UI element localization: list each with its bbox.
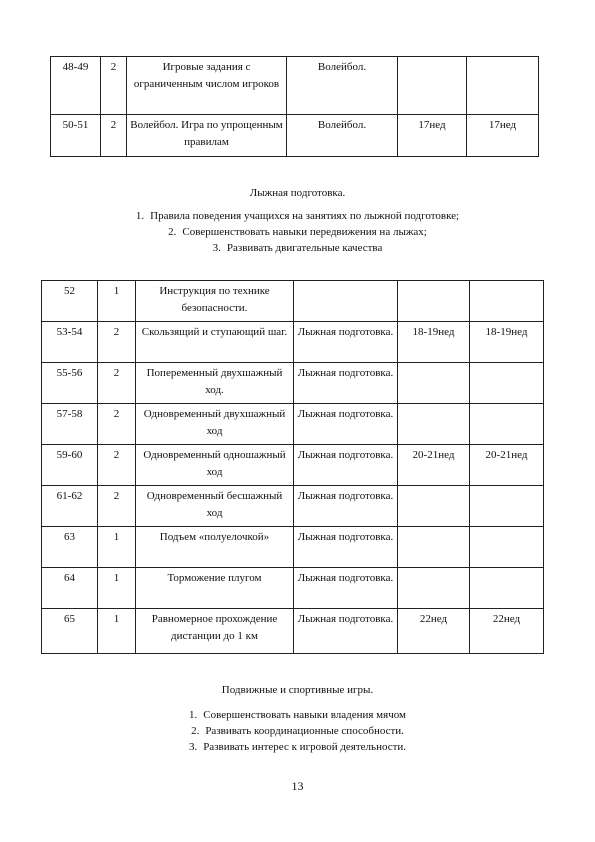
topic-cell: Волейбол. Игра по упрощенным правилам xyxy=(127,115,287,157)
fact-date-cell: 22нед xyxy=(470,609,544,654)
topic-cell: Игровые задания с ограниченным числом игроков xyxy=(127,57,287,115)
lesson-number-cell: 65 xyxy=(42,609,98,654)
plan-date-cell: 20-21нед xyxy=(398,445,470,486)
games-goals-list xyxy=(0,707,595,755)
lesson-number-cell: 61-62 xyxy=(42,486,98,527)
list-item: 1. Совершенствовать навыки владения мячом xyxy=(189,709,406,721)
hours-cell: 2 xyxy=(98,445,136,486)
plan-date-cell xyxy=(398,363,470,404)
list-item: 2. Развивать координационные способности. xyxy=(191,725,404,737)
topic-cell: Инструкция по технике безопасности. xyxy=(136,281,294,322)
page-number: 13 xyxy=(291,779,304,793)
lesson-plan-table-volleyball xyxy=(50,56,539,157)
plan-date-cell xyxy=(398,57,467,115)
list-item: 1. Правила поведения учащихся на занятиях по лыжной подготовке; xyxy=(135,210,460,222)
ski-goals-list xyxy=(0,208,595,256)
fact-date-cell xyxy=(470,404,544,445)
lesson-plan-table-ski xyxy=(41,280,544,654)
fact-date-cell xyxy=(467,57,539,115)
section-cell: Лыжная подготовка. xyxy=(294,486,398,527)
table-row xyxy=(51,115,539,157)
plan-date-cell: 22нед xyxy=(398,609,470,654)
plan-date-cell xyxy=(398,404,470,445)
section-cell: Лыжная подготовка. xyxy=(294,404,398,445)
topic-cell: Одновременный одношажный ход xyxy=(136,445,294,486)
lesson-number-cell: 63 xyxy=(42,527,98,568)
hours-cell: 2 xyxy=(98,404,136,445)
list-item: 2. Совершенствовать навыки передвижения на лыжах; xyxy=(168,226,427,238)
section-cell: Лыжная подготовка. xyxy=(294,568,398,609)
table-row xyxy=(42,322,544,363)
fact-date-cell xyxy=(470,568,544,609)
topic-cell: Одновременный бесшажный ход xyxy=(136,486,294,527)
topic-cell: Подъем «полуелочкой» xyxy=(136,527,294,568)
section-cell: Лыжная подготовка. xyxy=(294,322,398,363)
table-row xyxy=(42,363,544,404)
table-row xyxy=(42,404,544,445)
topic-cell: Равномерное прохождение дистанции до 1 км xyxy=(136,609,294,654)
lesson-number-cell: 59-60 xyxy=(42,445,98,486)
hours-cell: 2 xyxy=(98,363,136,404)
section-cell xyxy=(294,281,398,322)
lesson-number-cell: 64 xyxy=(42,568,98,609)
lesson-number-cell: 50-51 xyxy=(51,115,101,157)
section-title-games: Подвижные и спортивные игры. xyxy=(221,684,374,696)
lesson-number-cell: 53-54 xyxy=(42,322,98,363)
fact-date-cell: 18-19нед xyxy=(470,322,544,363)
table-row xyxy=(42,281,544,322)
table-row xyxy=(51,57,539,115)
plan-date-cell: 17нед xyxy=(398,115,467,157)
hours-cell: 1 xyxy=(98,527,136,568)
section-cell: Лыжная подготовка. xyxy=(294,445,398,486)
fact-date-cell xyxy=(470,281,544,322)
fact-date-cell xyxy=(470,363,544,404)
topic-cell: Торможение плугом xyxy=(136,568,294,609)
topic-cell: Одновременный двухшажный ход xyxy=(136,404,294,445)
fact-date-cell xyxy=(470,527,544,568)
table-row xyxy=(42,568,544,609)
table-row xyxy=(42,445,544,486)
section-cell: Волейбол. xyxy=(287,115,398,157)
topic-cell: Попеременный двухшажный ход. xyxy=(136,363,294,404)
fact-date-cell: 20-21нед xyxy=(470,445,544,486)
table-row xyxy=(42,527,544,568)
plan-date-cell xyxy=(398,568,470,609)
fact-date-cell: 17нед xyxy=(467,115,539,157)
hours-cell: 2 xyxy=(98,322,136,363)
plan-date-cell xyxy=(398,281,470,322)
section-cell: Лыжная подготовка. xyxy=(294,363,398,404)
plan-date-cell xyxy=(398,527,470,568)
hours-cell: 1 xyxy=(98,281,136,322)
table-row xyxy=(42,609,544,654)
plan-date-cell: 18-19нед xyxy=(398,322,470,363)
list-item: 3. Развивать двигательные качества xyxy=(212,242,383,254)
hours-cell: 2 xyxy=(101,115,127,157)
fact-date-cell xyxy=(470,486,544,527)
hours-cell: 2 xyxy=(98,486,136,527)
topic-cell: Скользящий и ступающий шаг. xyxy=(136,322,294,363)
list-item: 3. Развивать интерес к игровой деятельности. xyxy=(188,741,407,753)
hours-cell: 1 xyxy=(98,568,136,609)
lesson-number-cell: 57-58 xyxy=(42,404,98,445)
section-cell: Волейбол. xyxy=(287,57,398,115)
lesson-number-cell: 55-56 xyxy=(42,363,98,404)
lesson-number-cell: 52 xyxy=(42,281,98,322)
section-cell: Лыжная подготовка. xyxy=(294,527,398,568)
hours-cell: 2 xyxy=(101,57,127,115)
section-title-ski: Лыжная подготовка. xyxy=(249,187,346,199)
section-cell: Лыжная подготовка. xyxy=(294,609,398,654)
hours-cell: 1 xyxy=(98,609,136,654)
lesson-number-cell: 48-49 xyxy=(51,57,101,115)
table-row xyxy=(42,486,544,527)
plan-date-cell xyxy=(398,486,470,527)
